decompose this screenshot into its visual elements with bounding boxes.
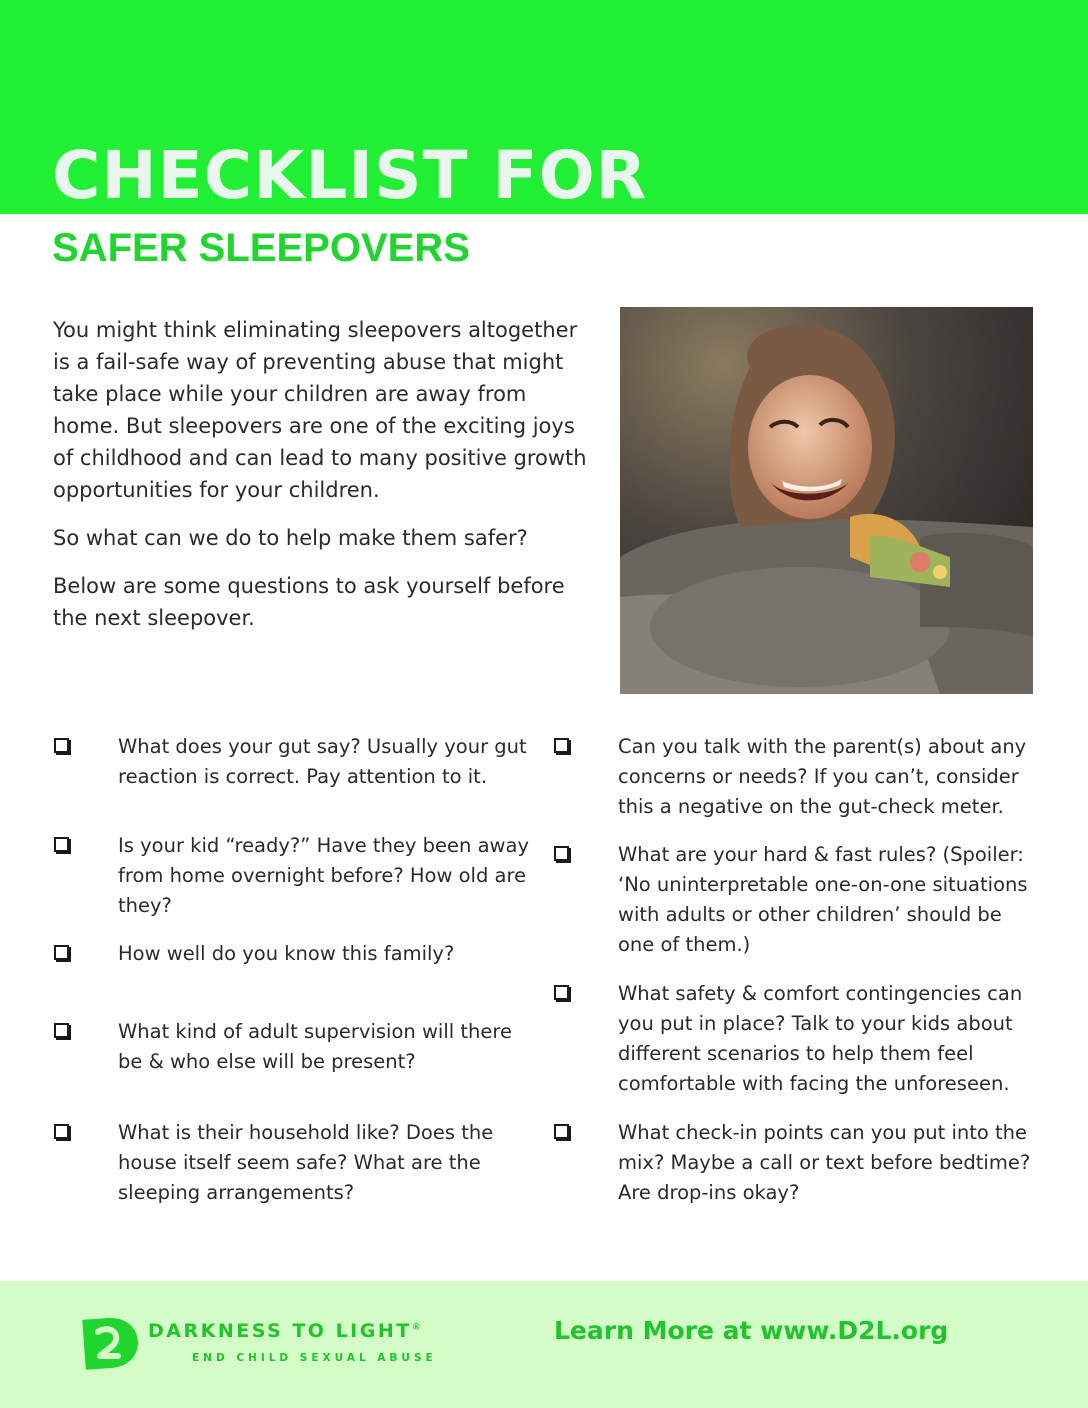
page-subtitle: SAFER SLEEPOVERS [52,226,470,270]
checkbox-icon[interactable] [54,945,69,960]
checkbox-icon[interactable] [54,837,69,852]
checkbox-icon[interactable] [554,985,569,1000]
learn-more-link[interactable]: Learn More at www.D2L.org [554,1316,949,1345]
checkbox-icon[interactable] [54,738,69,753]
page-title: CHECKLIST FOR [52,137,648,214]
brand-tagline: END CHILD SEXUAL ABUSE [192,1352,437,1364]
checkbox-icon[interactable] [554,846,569,861]
photo-of-laughing-child-on-couch-icon [620,307,1033,694]
intro-paragraph: You might think eliminating sleepovers altogether is a fail-safe way of preventing abuse that might take place while your children are away from home. But sleepovers are one of the exciting joys of childhood and can lead to many positive growth opportunities for your children. [53,318,587,502]
brand-name: DARKNESS TO LIGHT® [148,1320,424,1342]
checkbox-icon[interactable] [54,1023,69,1038]
checkbox-icon[interactable] [554,1124,569,1139]
intro-paragraph: So what can we do to help make them safer? [53,526,528,550]
checkbox-icon[interactable] [54,1124,69,1139]
checkbox-icon[interactable] [554,738,569,753]
intro-paragraph: Below are some questions to ask yourself before the next sleepover. [53,574,565,630]
intro-text [53,314,593,650]
child-photo [620,307,1033,694]
d2l-logo-icon [80,1314,140,1372]
